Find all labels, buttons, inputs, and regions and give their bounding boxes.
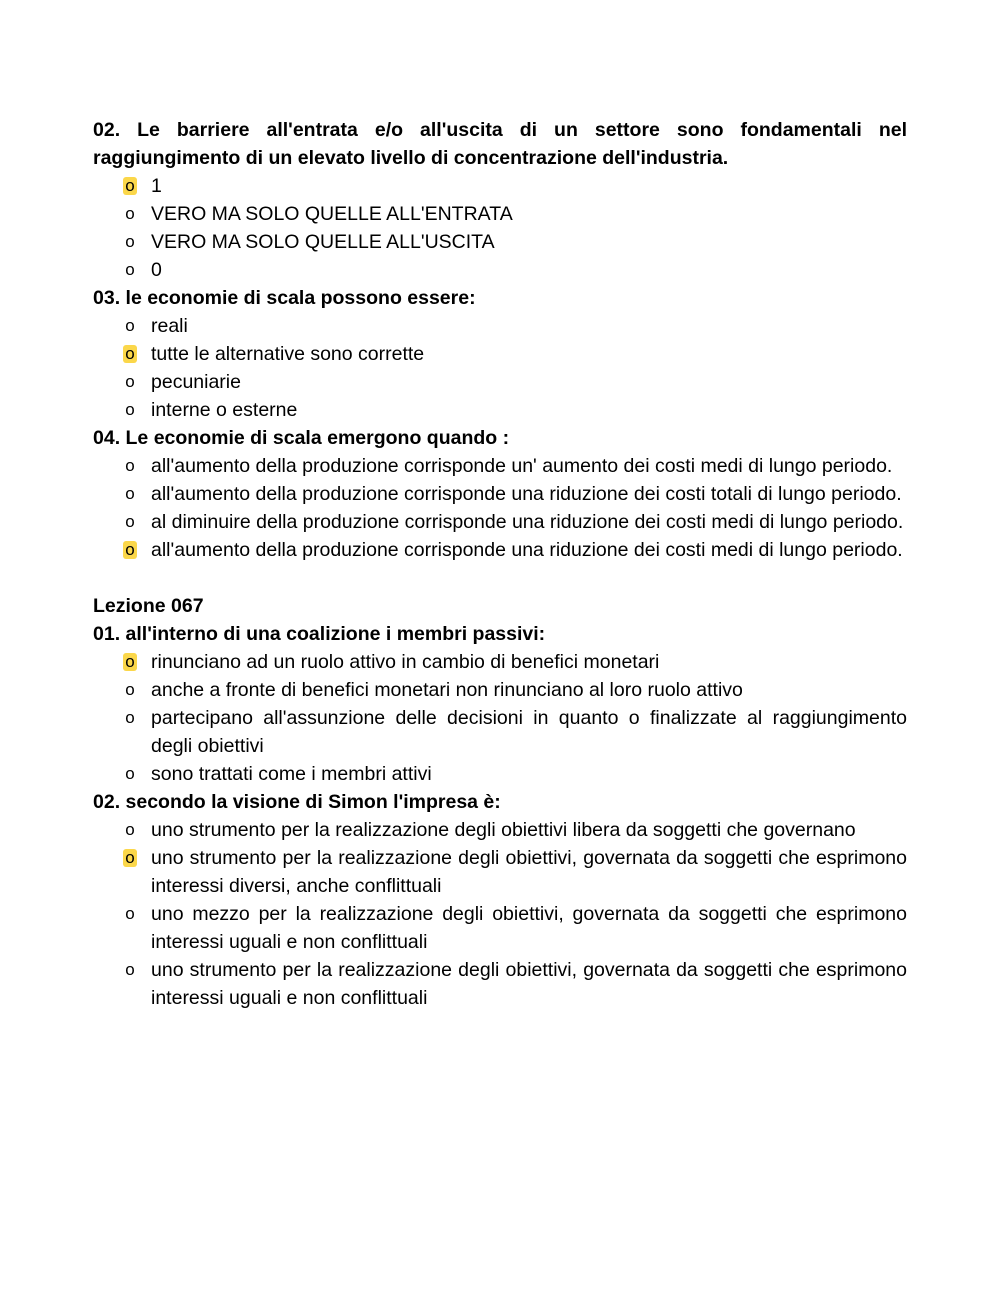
bullet-glyph: o <box>125 260 135 279</box>
answer-text: all'aumento della produzione corrisponde una riduzione dei costi totali di lungo periodo. <box>151 483 902 505</box>
highlighted-bullet-icon <box>120 172 140 200</box>
answer-text: rinunciano ad un ruolo attivo in cambio di benefici monetari <box>151 651 660 673</box>
bullet-glyph: o <box>125 400 135 419</box>
answer-text: VERO MA SOLO QUELLE ALL'ENTRATA <box>151 203 513 225</box>
question-title: 02. Le barriere all'entrata e/o all'uscita di un settore sono fondamentali nel raggiungimento di un elevato livello di concentrazione dell'industria. <box>93 119 907 169</box>
bullet-icon <box>120 676 140 704</box>
section-heading: Lezione 067 <box>93 595 204 617</box>
bullet-glyph: o <box>125 960 135 979</box>
answer-text: interne o esterne <box>151 399 298 421</box>
question-title: 03. le economie di scala possono essere: <box>93 287 476 309</box>
bullet-icon <box>120 200 140 228</box>
bullet-glyph: o <box>125 176 135 195</box>
answer-options <box>93 172 907 284</box>
bullet-glyph: o <box>125 484 135 503</box>
bullet-glyph: o <box>125 316 135 335</box>
answer-option <box>93 480 907 508</box>
bullet-icon <box>120 452 140 480</box>
bullet-glyph: o <box>125 344 135 363</box>
answer-option <box>93 676 907 704</box>
bullet-icon <box>120 256 140 284</box>
bullet-icon <box>120 228 140 256</box>
answer-option <box>93 956 907 1012</box>
answer-text: 1 <box>151 175 162 197</box>
bullet-glyph: o <box>125 372 135 391</box>
answer-options <box>93 648 907 788</box>
answer-option <box>93 900 907 956</box>
bullet-glyph: o <box>125 540 135 559</box>
answer-option-correct <box>93 172 907 200</box>
answer-option <box>93 368 907 396</box>
answer-option <box>93 452 907 480</box>
bullet-glyph: o <box>125 232 135 251</box>
bullet-icon <box>120 368 140 396</box>
bullet-glyph: o <box>125 680 135 699</box>
answer-option <box>93 200 907 228</box>
bullet-icon <box>120 396 140 424</box>
answer-text: anche a fronte di benefici monetari non rinunciano al loro ruolo attivo <box>151 679 743 701</box>
answer-text: al diminuire della produzione corrisponde una riduzione dei costi medi di lungo periodo. <box>151 511 904 533</box>
answer-text: reali <box>151 315 188 337</box>
bullet-icon <box>120 704 140 732</box>
question-title: 02. secondo la visione di Simon l'impresa è: <box>93 791 501 813</box>
answer-option-correct <box>93 536 907 564</box>
answer-text: 0 <box>151 259 162 281</box>
answer-option <box>93 312 907 340</box>
bullet-glyph: o <box>125 708 135 727</box>
bullet-icon <box>120 900 140 928</box>
answer-option <box>93 256 907 284</box>
bullet-icon <box>120 480 140 508</box>
answer-option <box>93 816 907 844</box>
bullet-icon <box>120 312 140 340</box>
answer-option-correct <box>93 340 907 368</box>
answer-text: uno strumento per la realizzazione degli obiettivi, governata da soggetti che esprimono interessi diversi, anche conflittuali <box>151 847 907 897</box>
answer-text: VERO MA SOLO QUELLE ALL'USCITA <box>151 231 495 253</box>
answer-option <box>93 228 907 256</box>
answer-text: sono trattati come i membri attivi <box>151 763 432 785</box>
answer-text: all'aumento della produzione corrisponde un' aumento dei costi medi di lungo periodo. <box>151 455 893 477</box>
answer-text: uno mezzo per la realizzazione degli obiettivi, governata da soggetti che esprimono interessi uguali e non conflittuali <box>151 903 907 953</box>
answer-option <box>93 704 907 760</box>
bullet-glyph: o <box>125 512 135 531</box>
answer-option-correct <box>93 648 907 676</box>
bullet-icon <box>120 956 140 984</box>
bullet-glyph: o <box>125 652 135 671</box>
bullet-glyph: o <box>125 456 135 475</box>
answer-options <box>93 452 907 564</box>
highlighted-bullet-icon <box>120 340 140 368</box>
question-title: 04. Le economie di scala emergono quando : <box>93 427 510 449</box>
answer-text: partecipano all'assunzione delle decisioni in quanto o finalizzate al raggiungimento degli obiettivi <box>151 707 907 757</box>
answer-text: pecuniarie <box>151 371 241 393</box>
highlighted-bullet-icon <box>120 648 140 676</box>
answer-option <box>93 508 907 536</box>
bullet-glyph: o <box>125 820 135 839</box>
answer-text: all'aumento della produzione corrisponde una riduzione dei costi medi di lungo periodo. <box>151 539 903 561</box>
bullet-glyph: o <box>125 904 135 923</box>
answer-text: tutte le alternative sono corrette <box>151 343 425 365</box>
bullet-icon <box>120 816 140 844</box>
bullet-glyph: o <box>125 204 135 223</box>
document-page <box>93 116 907 1012</box>
answer-options <box>93 312 907 424</box>
answer-option <box>93 760 907 788</box>
answer-option <box>93 396 907 424</box>
highlighted-bullet-icon <box>120 536 140 564</box>
answer-options <box>93 816 907 1012</box>
bullet-glyph: o <box>125 764 135 783</box>
section-spacer <box>93 564 907 592</box>
answer-text: uno strumento per la realizzazione degli obiettivi libera da soggetti che governano <box>151 819 856 841</box>
answer-option-correct <box>93 844 907 900</box>
bullet-glyph: o <box>125 848 135 867</box>
bullet-icon <box>120 508 140 536</box>
bullet-icon <box>120 760 140 788</box>
highlighted-bullet-icon <box>120 844 140 872</box>
answer-text: uno strumento per la realizzazione degli obiettivi, governata da soggetti che esprimono interessi uguali e non conflittuali <box>151 959 907 1009</box>
question-title: 01. all'interno di una coalizione i membri passivi: <box>93 623 546 645</box>
